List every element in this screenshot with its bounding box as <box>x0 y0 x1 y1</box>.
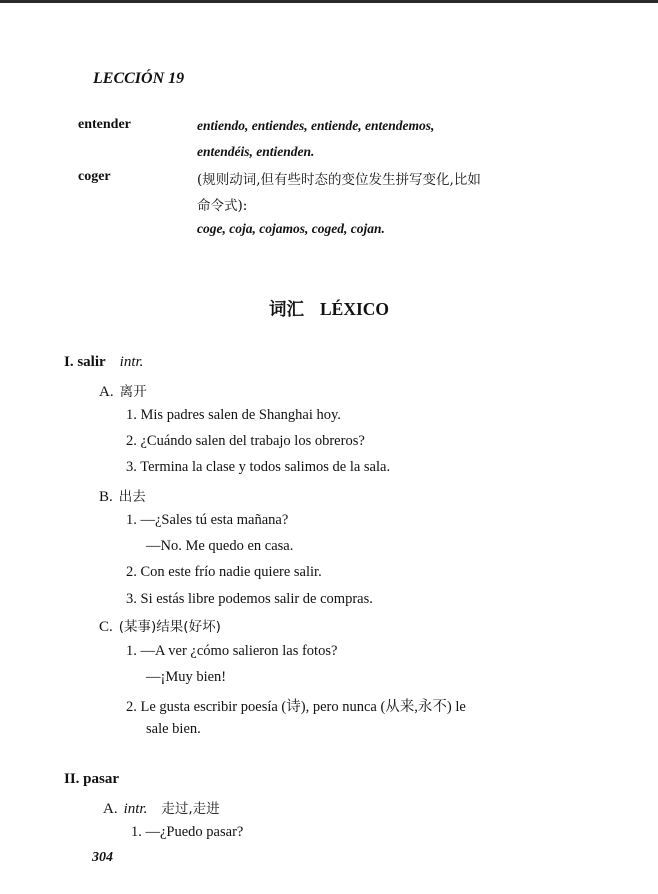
sense-label: A. <box>103 801 118 817</box>
coger-note-line-1: (规则动词,但有些时态的变位发生拼写变化,比如 <box>197 172 481 188</box>
entender-conjugation-line-2: entendéis, entienden. <box>197 144 315 159</box>
top-border-rule <box>0 0 658 3</box>
verb-coger: coger <box>78 169 111 184</box>
example-line: 2. ¿Cuándo salen del trabajo los obreros? <box>126 433 365 449</box>
section-title-zh: 词汇 <box>268 300 304 320</box>
example-line: 1. —A ver ¿cómo salieron las fotos? <box>126 643 338 659</box>
example-line: sale bien. <box>146 721 201 737</box>
example-line: 2. Con este frío nadie quiere salir. <box>126 564 322 580</box>
entry-pasar-head: II. pasar <box>64 771 120 787</box>
sense-meaning: 出去 <box>118 489 146 505</box>
verb-entender: entender <box>78 117 131 132</box>
sense-label: A. <box>99 384 114 400</box>
example-line: 3. Termina la clase y todos salimos de la sala. <box>126 459 391 475</box>
salir-sense-b <box>99 485 146 506</box>
sense-label: B. <box>99 489 113 505</box>
sense-label: C. <box>99 619 113 635</box>
entry-salir-head <box>64 354 143 371</box>
sense-pos: intr. <box>123 801 148 817</box>
sense-meaning: (某事)结果(好坏) <box>118 619 221 635</box>
coger-conjugation: coge, coja, cojamos, coged, cojan. <box>197 221 385 236</box>
example-line: —No. Me quedo en casa. <box>146 538 294 554</box>
entry-salir-word: I. salir <box>64 354 106 370</box>
example-line: 1. —¿Sales tú esta mañana? <box>126 512 289 528</box>
sense-meaning: 走过,走进 <box>161 801 220 817</box>
example-line: —¡Muy bien! <box>146 669 227 685</box>
salir-sense-c <box>99 615 221 636</box>
section-title <box>0 296 658 321</box>
entry-salir-pos: intr. <box>119 354 144 370</box>
example-line: 1. Mis padres salen de Shanghai hoy. <box>126 407 341 423</box>
coger-note-line-2: 命令式): <box>197 198 248 214</box>
entender-conjugation-line-1: entiendo, entiendes, entiende, entendemos, <box>197 118 435 133</box>
example-line: 3. Si estás libre podemos salir de compras. <box>126 591 373 607</box>
example-line: 1. —¿Puedo pasar? <box>131 824 244 840</box>
lesson-title: LECCIÓN 19 <box>93 70 185 87</box>
sense-meaning: 离开 <box>119 384 147 400</box>
salir-sense-a <box>99 380 147 401</box>
pasar-sense-a <box>103 797 220 818</box>
page-number: 304 <box>92 850 113 865</box>
section-title-es: LÉXICO <box>319 299 390 319</box>
example-line: 2. Le gusta escribir poesía (诗), pero nunca (从来,永不) le <box>126 699 466 715</box>
